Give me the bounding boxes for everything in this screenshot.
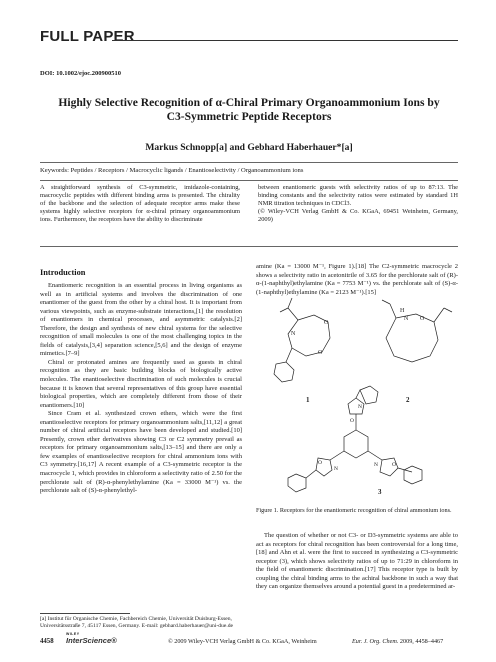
atom-label: O	[318, 460, 322, 466]
paragraph: amine (Ka = 13000 M⁻¹, Figure 1).[18] The C2-symmetric macrocycle 2 shows a selectivity ratio in acetonitrile of 3.65 for the perchlorate salt of (R)-α-(1-naphthyl)ethylamine (Ka = 7753 M⁻¹) vs. the perchlorate salt of (S)-α-(1-naphthyl)ethylamine (Ka = 2123 M⁻¹).[15]	[256, 263, 458, 296]
footnote-rule	[40, 613, 130, 614]
atom-label: H	[400, 308, 405, 314]
keywords: Keywords: Peptides / Receptors / Macrocyclic ligands / Enantioselectivity / Organoammonium ions	[40, 167, 304, 174]
section-heading: Introduction	[40, 268, 86, 277]
structure-1	[274, 298, 330, 382]
compound-label-2: 2	[406, 396, 410, 404]
right-body-bottom	[256, 532, 458, 592]
structure-2	[382, 300, 452, 362]
figure-caption: Figure 1. Receptors for the enantiomeric recognition of chiral ammonium ions.	[256, 507, 452, 514]
logo-top: WILEY	[66, 632, 80, 636]
atom-label: O	[350, 418, 354, 424]
figure-1-structures	[256, 290, 458, 498]
paragraph: Enantiomeric recognition is an essential process in living organisms as well as in artificial systems and involves the discrimination of one enantiomer of the guest from the other by a chiral host. It is important from various viewpoints, such as enzyme-substrate interactions,[1] the resolution of enantiomers in chemical processes, and asymmetric catalysis.[2] Therefore, the design and synthesis of new chiral systems for the selective recognition of small molecules is one of the most challenging topics in the fields of catalysis,[3,4] separation science,[5,6] and the design of enzyme mimetics.[7–9]	[40, 282, 242, 358]
abstract-right-text: between enantiomeric guests with selectivity ratios of up to 87:13. The binding constants and the selectivity ratios were estimated by standard 1H NMR titration techniques in CDCl3.	[258, 184, 458, 208]
journal-issue: 2009, 4458–4467	[399, 638, 444, 645]
atom-label: O	[392, 462, 396, 468]
atom-label: O	[324, 320, 329, 326]
atom-label: O	[420, 316, 425, 322]
compound-label-1: 1	[306, 396, 310, 404]
atom-label: N	[358, 404, 362, 410]
footer-copyright: © 2009 Wiley-VCH Verlag GmbH & Co. KGaA, Weinheim	[168, 638, 317, 645]
abstract-right	[258, 184, 458, 224]
paragraph: The question of whether or not C3- or D3-symmetric systems are able to act as receptors for chiral recognition has been controversial for a long time,[18] and Ahn et al. were the first to succeed in synthesizing a C3-symmetric receptor (3), which shows selectivity ratios of up to 71:29 in chloroform in the field of enantiomeric discrimination.[17] This receptor type is built by coupling the chiral binding arms to the achiral backbone in such a way that they can organize themselves around a potential guest in a predetermined ar-	[256, 532, 458, 591]
atom-label: N	[404, 316, 409, 322]
journal-citation	[352, 638, 443, 645]
page-number: 4458	[40, 638, 54, 645]
article-title	[40, 96, 458, 124]
authors: Markus Schnopp[a] and Gebhard Haberhauer*[a]	[145, 142, 353, 153]
divider	[40, 162, 458, 163]
compound-label-3: 3	[378, 488, 382, 496]
paragraph: Chiral or protonated amines are frequently used as guests in chiral recognition as they are basic building blocks of biologically active molecules. The enantioselective discrimination of such molecules is crucial because it is known that several representatives of this group have essential biological properties, which are completely different from those of their enantiomers.[10]	[40, 358, 242, 409]
affiliation-footnote: [a] Institut für Organische Chemie, Fachbereich Chemie, Universität Duisburg-Essen, Universitätsstraße 7, 45117 Essen, Germany. E-mail: gebhard.haberhauer@uni-due.de	[40, 616, 233, 629]
divider	[40, 246, 458, 247]
paragraph: Since Cram et al. synthesized crown ethers, which were the first enantioselective receptors for primary organoammonium salts,[11,12] a great number of chiral artificial receptors have been developed and studied.[10] Presently, crown ether derivatives showing C3 or C2 symmetry prevail as receptors for primary organoammonium salts,[13–15] and there are only a few examples of enantioselective receptors for chiral ammonium ions with C3 symmetry.[16,17] A recent example of a C3-symmetric receptor is the macrocycle 1, which provides in chloroform a selectivity ratio of 2.50 for the perchlorate salt of (R)-α-phenylethylamine (Ka = 33000 M⁻¹) vs. the perchlorate salt of (S)-α-phenylethyl-	[40, 410, 242, 495]
atom-label: N	[374, 462, 378, 468]
atom-label: N	[291, 331, 296, 337]
section-label: FULL PAPER	[40, 28, 135, 45]
header-rule	[112, 40, 458, 41]
logo-main: InterScience®	[66, 636, 117, 645]
left-body-column	[40, 282, 242, 496]
abstract-copyright: (© Wiley-VCH Verlag GmbH & Co. KGaA, 69451 Weinheim, Germany, 2009)	[258, 208, 458, 224]
atom-label: O	[318, 350, 323, 356]
journal-name: Eur. J. Org. Chem.	[352, 638, 399, 645]
title-line-1: Highly Selective Recognition of α-Chiral Primary Organoammonium Ions by	[58, 96, 440, 109]
title-line-2: C3-Symmetric Peptide Receptors	[166, 110, 332, 123]
abstract-left: A straightforward synthesis of C3-symmetric, imidazole-containing, macrocyclic peptides with different binding arms is presented. The chirality of the backbone and the selection of adequate receptor arms make these systems highly selective receptors for α-chiral primary organoammonium ions. Furthermore, the receptors have the ability to discriminate	[40, 184, 240, 224]
wiley-interscience-logo	[66, 632, 117, 645]
atom-label: N	[334, 466, 338, 472]
divider	[40, 180, 458, 181]
doi: DOI: 10.1002/ejoc.200900510	[40, 70, 122, 77]
